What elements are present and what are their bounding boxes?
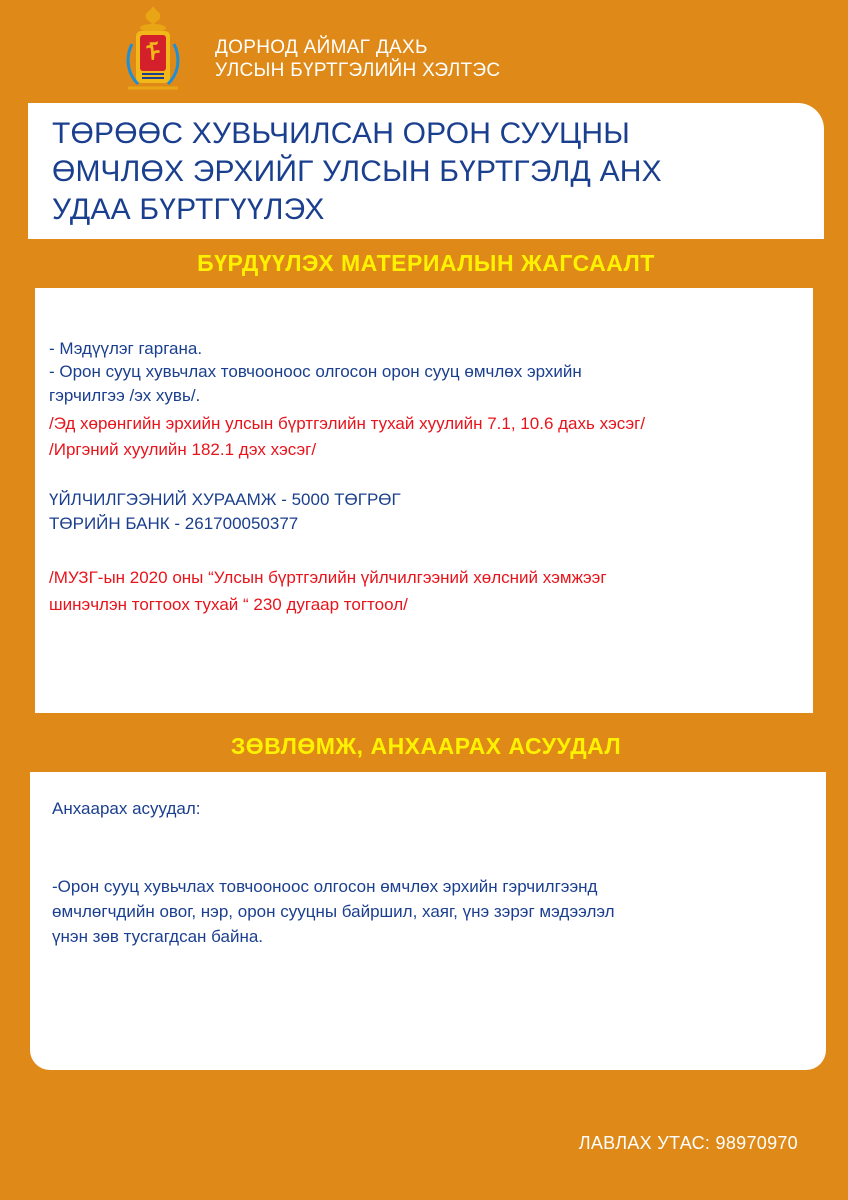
advice-text-line1: -Орон сууц хувьчлах товчооноос олгосон өмчлөх эрхийн гэрчилгээнд [52,877,598,896]
materials-item-certificate-line1: - Орон сууц хувьчлах товчооноос олгосон орон сууц өмчлөх эрхийн [49,362,582,381]
org-name-line2: УЛСЫН БҮРТГЭЛИЙН ХЭЛТЭС [215,60,501,81]
advice-text-line2: өмчлөгчдийн овог, нэр, орон сууцны байршил, хаяг, үнэ зэрэг мэдээлэл [52,902,615,921]
resolution-reference-line2: шинэчлэн тогтоох тухай “ 230 дугаар тогтоол/ [49,595,408,614]
bank-account: ТӨРИЙН БАНК - 261700050377 [49,514,299,533]
page-title [52,115,662,229]
advice-label: Анхаарах асуудал: [52,799,201,818]
advice-panel [30,772,826,1070]
resolution-reference-line1: /МУЗГ-ын 2020 оны “Улсын бүртгэлийн үйлчилгээний хөлсний хэмжээг [49,568,607,587]
materials-item-certificate-line2: гэрчилгээ /эх хувь/. [49,386,201,405]
svg-text:ᠮ: ᠮ [145,38,161,67]
title-line3: УДАА БҮРТГҮҮЛЭХ [52,193,325,226]
reference-phone: ЛАВЛАХ УТАС: 98970970 [578,1133,798,1153]
title-line1: ТӨРӨӨС ХУВЬЧИЛСАН ОРОН СУУЦНЫ [52,117,631,150]
advice-heading: ЗӨВЛӨМЖ, АНХААРАХ АСУУДАЛ [230,733,622,759]
title-line2: ӨМЧЛӨХ ЭРХИЙГ УЛСЫН БҮРТГЭЛД АНХ [52,155,662,188]
org-name-line1: ДОРНОД АЙМАГ ДАХЬ [215,37,428,58]
law-reference-civil: /Иргэний хуулийн 182.1 дэх хэсэг/ [49,440,317,459]
materials-panel [35,288,813,713]
organization-name [215,36,500,82]
soyombo-emblem-icon [122,4,184,92]
materials-heading: БҮРДҮҮЛЭХ МАТЕРИАЛЫН ЖАГСААЛТ [197,250,655,276]
law-reference-property: /Эд хөрөнгийн эрхийн улсын бүртгэлийн тухай хуулийн 7.1, 10.6 дахь хэсэг/ [49,414,646,433]
advice-text-line3: үнэн зөв тусгагдсан байна. [52,927,264,946]
materials-item-statement: - Мэдүүлэг гаргана. [49,339,203,358]
service-fee: ҮЙЛЧИЛГЭЭНИЙ ХУРААМЖ - 5000 ТӨГРӨГ [49,490,401,509]
title-box [28,103,824,239]
